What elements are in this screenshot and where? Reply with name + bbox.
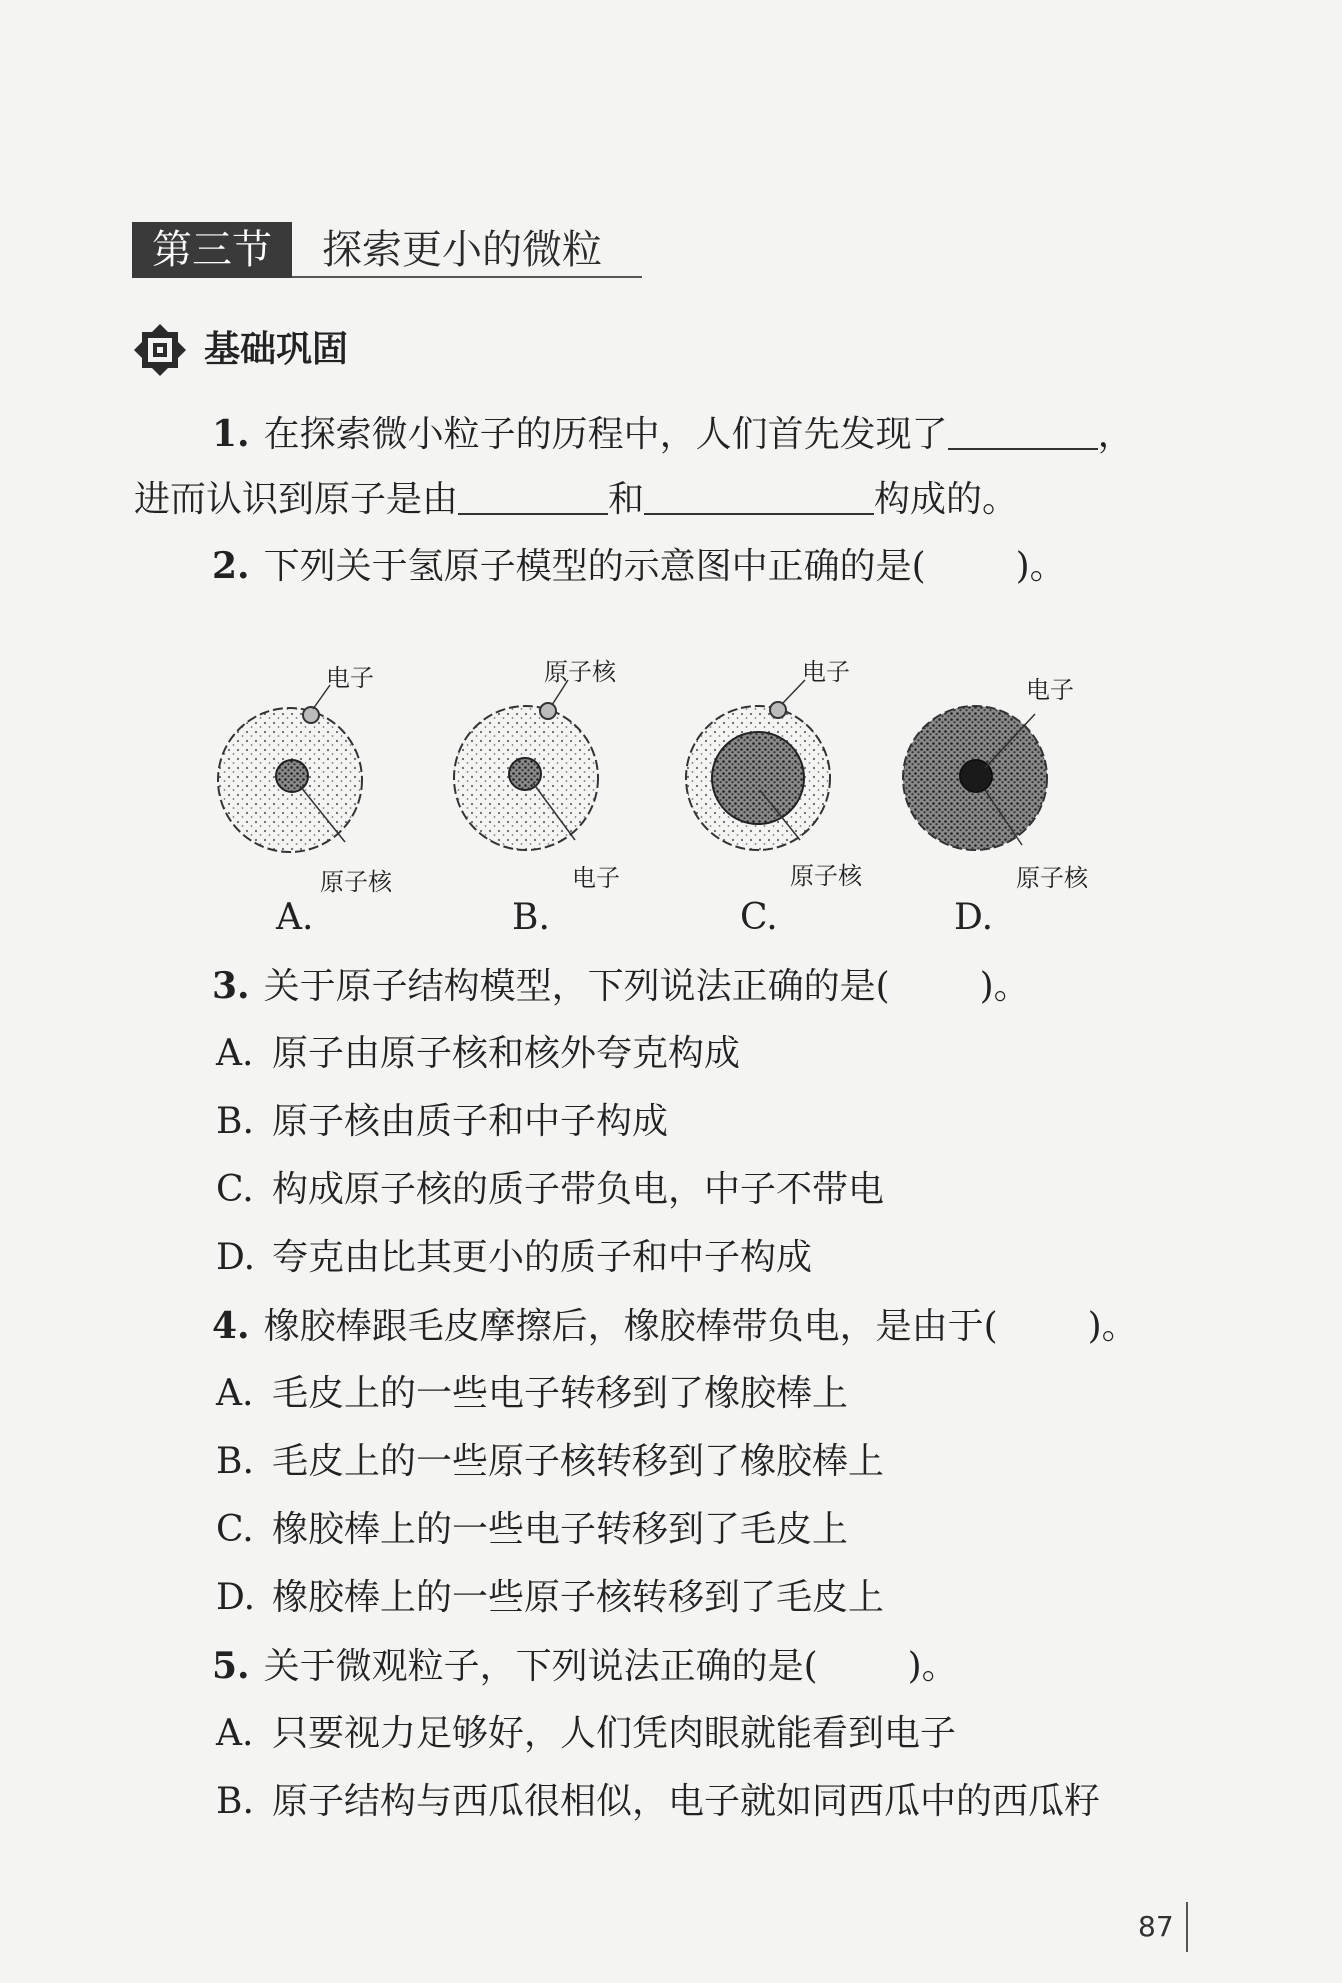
question-number: 4.	[212, 1305, 250, 1347]
option-letter: B.	[216, 1781, 254, 1822]
diamond-frame-icon	[132, 322, 188, 378]
option-text: 毛皮上的一些原子核转移到了橡胶棒上	[272, 1441, 885, 1482]
option-4c[interactable]	[216, 1506, 848, 1554]
atom-models-figure	[200, 640, 1140, 940]
punctuation: )。	[1015, 546, 1066, 587]
choice-b-letter: B.	[512, 897, 550, 938]
atom-a-bottom-label: 原子核	[320, 868, 392, 896]
question-5	[212, 1642, 958, 1691]
page-number-rule	[1186, 1902, 1188, 1952]
option-3c[interactable]	[216, 1166, 884, 1214]
option-text: 只要视力足够好，人们凭肉眼就能看到电子	[272, 1713, 957, 1754]
option-letter: C.	[216, 1169, 254, 1210]
question-number: 3.	[212, 965, 250, 1007]
punctuation: )。	[1087, 1306, 1138, 1347]
option-letter: D.	[216, 1237, 256, 1278]
option-3b[interactable]	[216, 1098, 668, 1146]
question-text: 关于微观粒子，下列说法正确的是(	[263, 1646, 818, 1687]
question-text: 橡胶棒跟毛皮摩擦后，橡胶棒带负电，是由于(	[263, 1306, 998, 1347]
sub-heading-text: 基础巩固	[204, 329, 349, 370]
atom-model-a	[218, 685, 362, 852]
option-5a[interactable]	[216, 1710, 956, 1758]
question-text: 在探索微小粒子的历程中，人们首先发现了	[263, 414, 948, 455]
option-letter: D.	[216, 1577, 256, 1618]
atom-a-top-label: 电子	[326, 664, 374, 692]
option-text: 原子核由质子和中子构成	[272, 1101, 669, 1142]
section-tag: 第三节	[132, 222, 292, 278]
atom-b-top-label: 原子核	[544, 658, 616, 686]
answer-blank[interactable]	[644, 479, 874, 515]
atom-c-bottom-label: 原子核	[790, 862, 862, 890]
question-text: 构成的。	[874, 479, 1019, 520]
option-text: 构成原子核的质子带负电，中子不带电	[272, 1169, 885, 1210]
option-text: 橡胶棒上的一些原子核转移到了毛皮上	[272, 1577, 885, 1618]
question-text: 关于原子结构模型，下列说法正确的是(	[263, 966, 890, 1007]
atom-b-bottom-label: 电子	[572, 864, 620, 892]
option-text: 夸克由比其更小的质子和中子构成	[272, 1237, 813, 1278]
section-header	[132, 222, 642, 280]
option-4a[interactable]	[216, 1370, 848, 1418]
page-number: 87	[1138, 1910, 1174, 1943]
option-letter: B.	[216, 1441, 254, 1482]
question-1-line-2	[134, 476, 1018, 524]
section-title: 探索更小的微粒	[322, 227, 602, 273]
atom-d-bottom-label: 原子核	[1016, 864, 1088, 892]
atom-model-d	[903, 706, 1047, 850]
section-underline	[292, 276, 642, 278]
option-text: 毛皮上的一些电子转移到了橡胶棒上	[272, 1373, 849, 1414]
question-text: 和	[608, 479, 645, 520]
question-text: 下列关于氢原子模型的示意图中正确的是(	[263, 546, 926, 587]
choice-c-letter: C.	[740, 897, 778, 938]
question-3	[212, 962, 1030, 1011]
punctuation: )。	[907, 1646, 958, 1687]
option-text: 原子由原子核和核外夸克构成	[272, 1033, 741, 1074]
option-letter: A.	[216, 1713, 254, 1754]
question-number: 1.	[212, 413, 250, 455]
option-letter: C.	[216, 1509, 254, 1550]
atom-model-b	[454, 680, 598, 850]
atom-c-top-label: 电子	[802, 658, 850, 686]
question-2	[212, 542, 1066, 591]
option-5b[interactable]	[216, 1778, 1100, 1826]
option-letter: A.	[216, 1373, 254, 1414]
option-4d[interactable]	[216, 1574, 884, 1622]
atom-model-c	[686, 680, 830, 850]
option-text: 原子结构与西瓜很相似，电子就如同西瓜中的西瓜籽	[272, 1781, 1101, 1822]
question-1-line-1	[212, 410, 1134, 459]
question-text: 进而认识到原子是由	[134, 479, 459, 520]
choice-a-letter: A.	[276, 897, 314, 938]
option-3d[interactable]	[216, 1234, 812, 1282]
option-letter: A.	[216, 1033, 254, 1074]
option-letter: B.	[216, 1101, 254, 1142]
question-4	[212, 1302, 1138, 1351]
option-4b[interactable]	[216, 1438, 884, 1486]
choice-d-letter: D.	[954, 897, 994, 938]
option-text: 橡胶棒上的一些电子转移到了毛皮上	[272, 1509, 849, 1550]
atom-d-top-label: 电子	[1026, 676, 1074, 704]
question-number: 5.	[212, 1645, 250, 1687]
punctuation: ，	[1097, 414, 1134, 455]
punctuation: )。	[979, 966, 1030, 1007]
option-3a[interactable]	[216, 1030, 740, 1078]
question-number: 2.	[212, 545, 250, 587]
answer-blank[interactable]	[458, 479, 608, 515]
answer-blank[interactable]	[948, 414, 1098, 450]
